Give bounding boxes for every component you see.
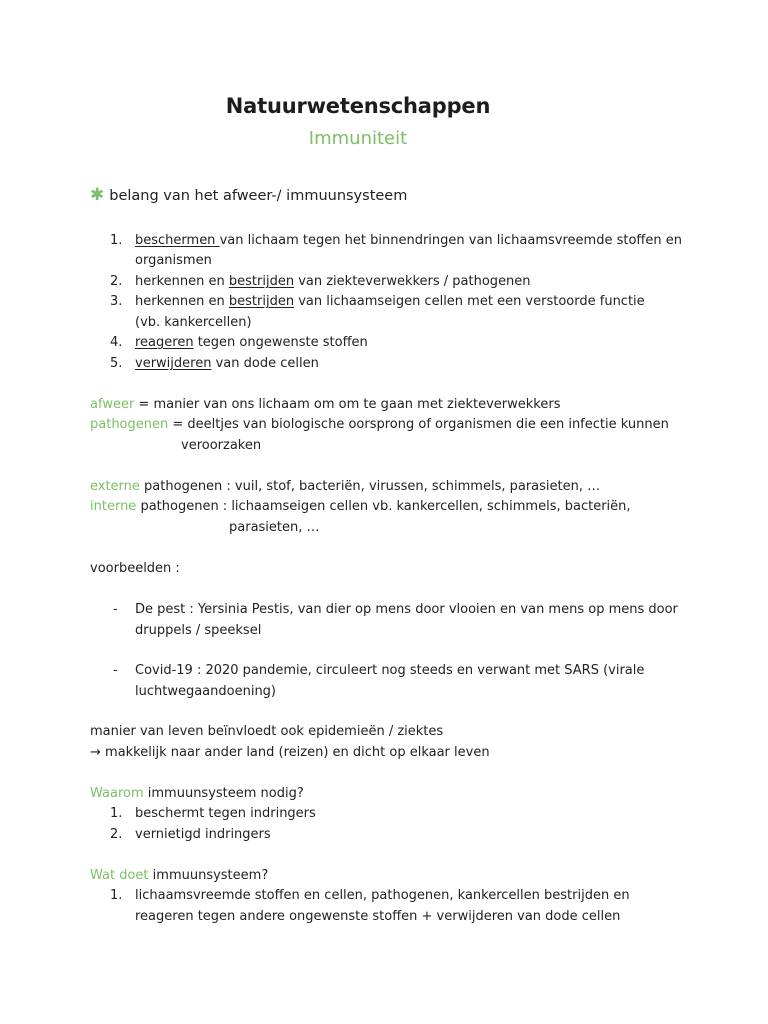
why-heading: Waarom immuunsysteem nodig?: [90, 786, 304, 801]
what-heading: Wat doet immuunsysteem?: [90, 868, 269, 883]
page-subtitle: Immuniteit: [308, 128, 408, 149]
example-line: druppels / speeksel: [135, 623, 262, 638]
definition-continuation: veroorzaken: [181, 438, 262, 453]
list-item-continuation: (vb. kankercellen): [135, 315, 252, 330]
lifestyle-line: → makkelijk naar ander land (reizen) en dicht op elkaar leven: [90, 745, 490, 760]
interne-continuation: parasieten, …: [229, 520, 320, 535]
list-item-continuation: organismen: [135, 253, 212, 268]
term-afweer: afweer: [90, 397, 135, 412]
examples-label: voorbeelden :: [90, 561, 180, 576]
term-externe: externe: [90, 479, 140, 494]
asterisk-icon: ✱: [90, 185, 105, 205]
document-page: Natuurwetenschappen Immuniteit ✱ belang van het afweer-/ immuunsysteem 1. beschermen van lichaam tegen het binnendringen van lichaamsvreemde stoffen en organismen 2. herkennen en bestrijden van ziekteverwekkers / pathogenen 3. herkennen en bestrijden van lichaamseigen cellen met een verstoorde functie (vb. kankercellen) 4. reageren tegen ongewenste stoffen 5. verwijderen van dode cellen afweer = manier van ons lichaam om om te gaan met ziekteverwekkers pathogenen = deeltjes van biologische oorsprong of organismen die een infectie kunnen veroorzaken externe pathogenen : vuil, stof, bacteriën, virussen, schimmels, parasieten, … interne pathogenen : lichaamseigen cellen vb. kankercellen, schimmels, bacteriën, parasieten, … voorbeelden : - De pest : Yersinia Pestis, van dier op mens door vlooien en van mens op mens door druppels / speeksel - Covid-19 : 2020 pandemie, circuleert nog steeds en verwant met SARS (virale luchtwegaandoening) manier van leven beïnvloedt ook epidemieën / ziektes → makkelijk naar ander land (reizen) en dicht op elkaar leven Waarom immuunsysteem nodig? 1. beschermt tegen indringers 2. vernietigd indringers Wat doet immuunsysteem? 1. lichaamsvreemde stoffen en cellen, pathogenen, kankercellen bestrijden en reageren tegen andere ongewenste stoffen + verwijderen van dode cellen: [0, 0, 768, 1024]
example-line: Covid-19 : 2020 pandemie, circuleert nog steeds en verwant met SARS (virale: [135, 663, 645, 678]
example-dash: -: [113, 602, 118, 617]
page-title: Natuurwetenschappen: [225, 94, 491, 118]
section-heading: [90, 185, 407, 205]
example-dash: -: [113, 663, 118, 678]
example-line: luchtwegaandoening): [135, 684, 277, 699]
externe-pathogenen: externe pathogenen : vuil, stof, bacteriën, virussen, schimmels, parasieten, …: [90, 479, 601, 494]
example-line: De pest : Yersinia Pestis, van dier op mens door vlooien en van mens op mens door: [135, 602, 678, 617]
interne-pathogenen: interne pathogenen : lichaamseigen cellen vb. kankercellen, schimmels, bacteriën,: [90, 499, 631, 514]
list-item-continuation: reageren tegen andere ongewenste stoffen + verwijderen van dode cellen: [135, 909, 621, 924]
section-heading-text: belang van het afweer-/ immuunsysteem: [109, 188, 408, 204]
lifestyle-line: manier van leven beïnvloedt ook epidemieën / ziektes: [90, 724, 444, 739]
definition-afweer: afweer = manier van ons lichaam om om te gaan met ziekteverwekkers: [90, 397, 561, 412]
term-waarom: Waarom: [90, 786, 144, 801]
term-interne: interne: [90, 499, 137, 514]
term-wat-doet: Wat doet: [90, 868, 149, 883]
term-pathogenen: pathogenen: [90, 417, 169, 432]
definition-pathogenen: pathogenen = deeltjes van biologische oorsprong of organismen die een infectie kunnen: [90, 417, 669, 432]
